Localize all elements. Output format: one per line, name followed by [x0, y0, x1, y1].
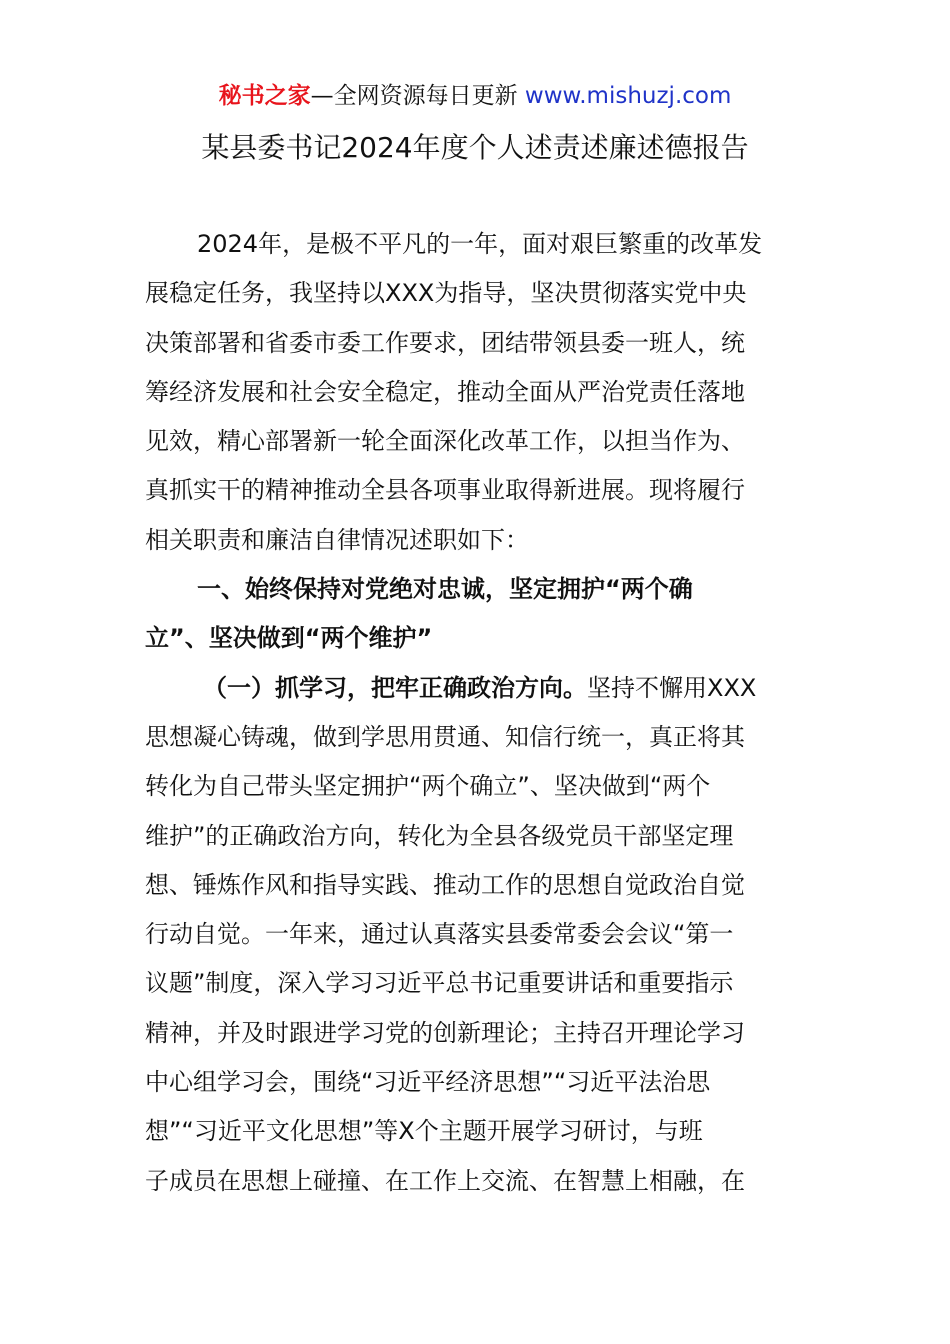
paragraph-line: 思想凝心铸魂，做到学思用贯通、知信行统一，真正将其	[145, 722, 745, 751]
paragraph-line: 真抓实干的精神推动全县各项事业取得新进展。现将履行	[145, 476, 745, 505]
paragraph-line: 筹经济发展和社会安全稳定，推动全面从严治党责任落地	[145, 377, 745, 406]
site-header	[0, 80, 950, 112]
paragraph-line: 想”“习近平文化思想”等X个主题开展学习研讨，与班	[145, 1117, 703, 1146]
paragraph-line: 行动自觉。一年来，通过认真落实县委常委会会议“第一	[145, 920, 734, 949]
paragraph-line: 决策部署和省委市委工作要求，团结带领县委一班人，统	[145, 328, 745, 357]
paragraph-line: 相关职责和廉洁自律情况述职如下：	[145, 525, 529, 554]
paragraph-line: 2024年，是极不平凡的一年，面对艰巨繁重的改革发	[197, 230, 763, 258]
section-heading: 一、始终保持对党绝对忠诚，坚定拥护“两个确	[197, 575, 693, 604]
subsection-text: 坚持不懈用XXX	[587, 673, 757, 702]
document-body	[145, 220, 810, 1206]
site-tagline: —全网资源每日更新	[310, 83, 525, 109]
section-heading: 立”、坚决做到“两个维护”	[145, 624, 433, 653]
subsection-line	[145, 664, 810, 713]
paragraph-line: 子成员在思想上碰撞、在工作上交流、在智慧上相融，在	[145, 1166, 745, 1195]
paragraph-line: 想、锤炼作风和指导实践、推动工作的思想自觉政治自觉	[145, 870, 745, 899]
site-name: 秘书之家	[218, 83, 311, 109]
document-title: 某县委书记2024年度个人述责述廉述德报告	[201, 131, 749, 164]
paragraph-line: 见效，精心部署新一轮全面深化改革工作，以担当作为、	[145, 427, 745, 456]
paragraph-line: 维护”的正确政治方向，转化为全县各级党员干部坚定理	[145, 821, 734, 850]
paragraph-line: 转化为自己带头坚定拥护“两个确立”、坚决做到“两个	[145, 772, 711, 801]
paragraph-line: 展稳定任务，我坚持以XXX为指导，坚决贯彻落实党中央	[145, 279, 747, 308]
site-url-link[interactable]: www.mishuzj.com	[524, 83, 732, 109]
subsection-heading: （一）抓学习，把牢正确政治方向。	[203, 673, 587, 702]
paragraph-line: 中心组学习会，围绕“习近平经济思想”“习近平法治思	[145, 1068, 711, 1097]
paragraph-line: 精神，并及时跟进学习党的创新理论；主持召开理论学习	[145, 1018, 745, 1047]
paragraph-line: 议题”制度，深入学习习近平总书记重要讲话和重要指示	[145, 969, 734, 998]
